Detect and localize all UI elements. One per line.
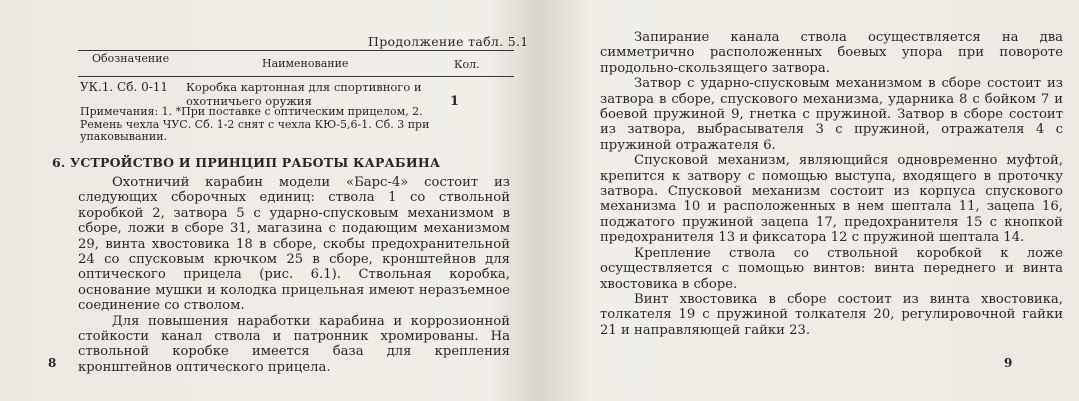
page-number: 8: [48, 356, 57, 370]
table-header-designation: Обозначение: [92, 52, 170, 65]
table-header-qty: Кол.: [454, 58, 480, 71]
table-continuation-caption: Продолжение табл. 5.1: [368, 34, 529, 49]
table-top-rule: [78, 50, 514, 51]
paragraph: Запирание канала ствола осуществляется на два симметрично расположенных боевых упора при повороте продольно-скользящего затвора.: [600, 30, 1063, 76]
left-body-text: [78, 175, 510, 375]
right-page: [540, 0, 1079, 401]
table-notes: Примечания: 1. *При поставке с оптическим прицелом, 2. Ремень чехла ЧУС. Сб. 1-2 снят с чехла КЮ-5,6-1. Сб. 3 при упаковывании.: [80, 105, 430, 143]
table-cell-qty: 1: [450, 94, 460, 109]
paragraph: Крепление ствола со ствольной коробкой к ложе осуществляется с помощью винтов: винта переднего и винта хвостовика в сборе.: [600, 245, 1063, 292]
table-header-name: Наименование: [262, 57, 349, 70]
paragraph: Затвор с ударно-спусковым механизмом в сборе состоит из затвора в сборе, спускового механизма, ударника 8 с бойком 7 и боевой пружиной 9, гнетка с пружиной. Затвор в сборе состоит из затвора, выбрасывателя 3 с пружиной, отражателя 4 с пружиной отражателя 6.: [600, 76, 1063, 153]
right-body-text: [600, 30, 1063, 338]
page-number: 9: [1004, 356, 1013, 370]
table-cell-name: Коробка картонная для спортивного и охотничьего оружия: [186, 80, 422, 108]
paragraph: Спусковой механизм, являющийся одновременно муфтой, крепится к затвору с помощью выступа, входящего в проточку затвора. Спусковой механизм состоит из корпуса спускового механизма 10 и расположенных в нем шептала 11, зацепа 16, поджатого пружиной зацепа 17, предохранителя 15 с кнопкой предохранителя 13 и фиксатора 12 с пружиной шептала 14.: [600, 153, 1063, 246]
section-heading: 6. УСТРОЙСТВО И ПРИНЦИП РАБОТЫ КАРАБИНА: [52, 155, 441, 170]
paragraph: Для повышения наработки карабина и коррозионной стойкости канал ствола и патронник хромированы. На ствольной коробке имеется база для крепления кронштейнов оптического прицела.: [78, 313, 510, 375]
paragraph: Винт хвостовика в сборе состоит из винта хвостовика, толкателя 19 с пружиной толкателя 20, регулировочной гайки 21 и направляющей гайки 23.: [600, 291, 1063, 338]
paragraph: Охотничий карабин модели «Барс-4» состоит из следующих сборочных единиц: ствола 1 со ствольной коробкой 2, затвора 5 с ударно-спусковым механизмом в сборе, ложи в сборе 31, магазина с подающим механизмом 29, винта хвостовика 18 в сборе, скобы предохранительной 24 со спусковым крючком 25 в сборе, кронштейнов для оптического прицела (рис. 6.1). Ствольная коробка, основание мушки и колодка прицельная имеют неразъемное соединение со стволом.: [78, 175, 510, 314]
table-header-rule: [78, 76, 514, 77]
table-cell-code: УК.1. Сб. 0-11: [80, 80, 169, 94]
